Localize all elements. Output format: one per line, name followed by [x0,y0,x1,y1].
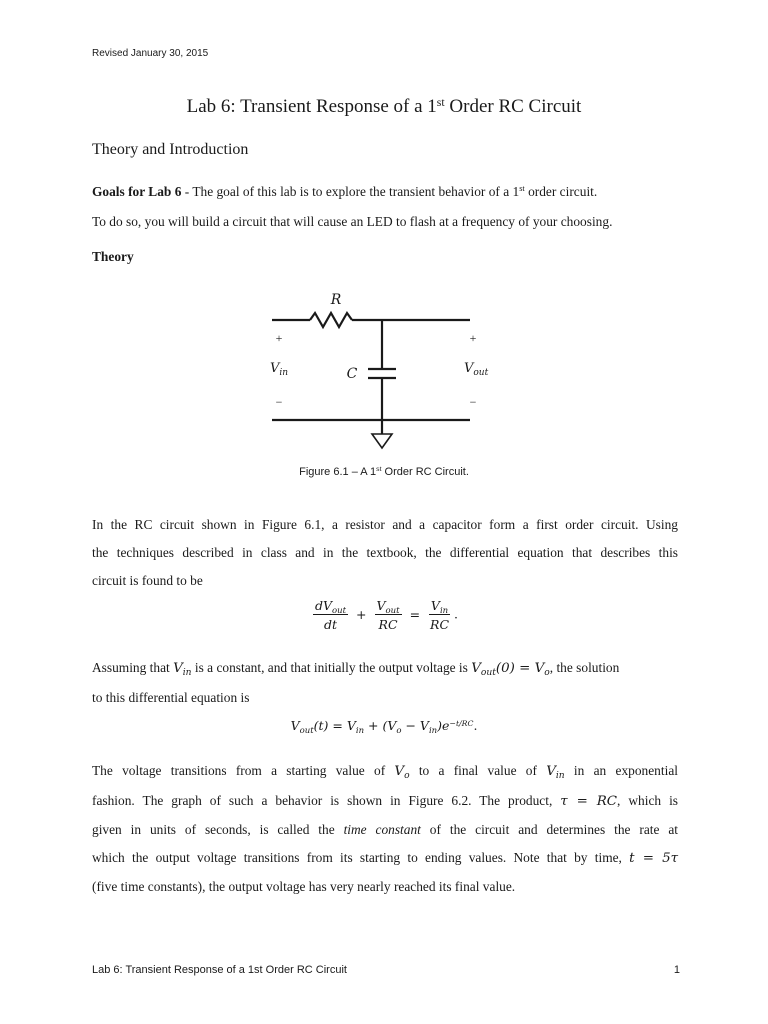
page-number: 1 [673,964,680,976]
differential-equation: $\frac{dV_{out}}{dt}$ + $\frac{V_{out}}{RC}$ = $\frac{V_{in}}{RC}$ . [314,598,459,632]
goals-label: Goals for Lab 6 [92,184,182,199]
paragraph-line: Assuming that $V_{in}$ is a constant, and that initially the output voltage is $V_{out}(0) = V_o$, the solution [92,660,620,678]
goals-line-2: To do so, you will build a circuit that will cause an LED to flash at a frequency of your choosing. [92,214,613,229]
theory-heading: Theory [92,249,134,264]
paragraph-rc-intro [92,511,678,595]
fraction-dvout-dt: $\frac{dV_{out}}{dt}$ [314,598,347,632]
vout-label: $V_{out}$ [464,361,489,378]
figure-caption: Figure 6.1 – A 1st Order RC Circuit. [299,466,469,478]
paragraph-time-constant [92,757,678,901]
paragraph-line: to this differential equation is [92,690,250,705]
vin-plus-sign: + [275,331,283,345]
paragraph-line: In the RC circuit shown in Figure 6.1, a resistor and a capacitor form a first order circuit. Using [92,517,678,532]
section-heading: Theory and Introduction [92,141,249,158]
resistor-label: R [330,292,342,308]
vout-plus-sign: + [469,331,477,345]
rc-circuit-diagram [262,284,512,454]
ground-symbol [372,434,392,448]
paragraph-line: given in units of seconds, is called the time constant of the circuit and determines the rate at [92,822,678,837]
revised-date: Revised January 30, 2015 [92,48,209,59]
vin-minus-sign: − [275,395,283,409]
goals-paragraph [92,178,678,236]
time-constant-term: time constant [343,822,421,837]
paragraph-line: fashion. The graph of such a behavior is shown in Figure 6.2. The product, τ = RC, which is [92,793,679,809]
vout-minus-sign: − [469,395,477,409]
page-title: Lab 6: Transient Response of a 1st Order RC Circuit [186,95,582,117]
fraction-vin-rc: $\frac{V_{in}}{RC}$ [430,598,450,632]
paragraph-line: circuit is found to be [92,573,203,588]
resistor-symbol [310,313,352,327]
solution-equation: $V_{out}(t) = V_{in} + (V_o - V_{in})e^{-t/RC}$. [290,718,478,736]
capacitor-label: C [346,366,358,382]
paragraph-line: (five time constants), the output voltage has very nearly reached its final value. [92,879,516,894]
goals-line-1: Goals for Lab 6 - The goal of this lab is to explore the transient behavior of a 1st order circuit. [92,184,598,199]
fraction-vout-rc: $\frac{V_{out}}{RC}$ [376,598,400,632]
paragraph-line: which the output voltage transitions from its starting to ending values. Note that by time, t = 5τ [92,850,678,866]
paragraph-line: The voltage transitions from a starting value of $V_o$ to a final value of $V_{in}$ in an exponential [92,763,678,781]
vin-label: $V_{in}$ [270,361,289,378]
footer-title: Lab 6: Transient Response of a 1st Order RC Circuit [92,964,347,976]
paragraph-line: the techniques described in class and in the textbook, the differential equation that describes this [92,545,678,560]
paragraph-assumption [92,654,678,712]
